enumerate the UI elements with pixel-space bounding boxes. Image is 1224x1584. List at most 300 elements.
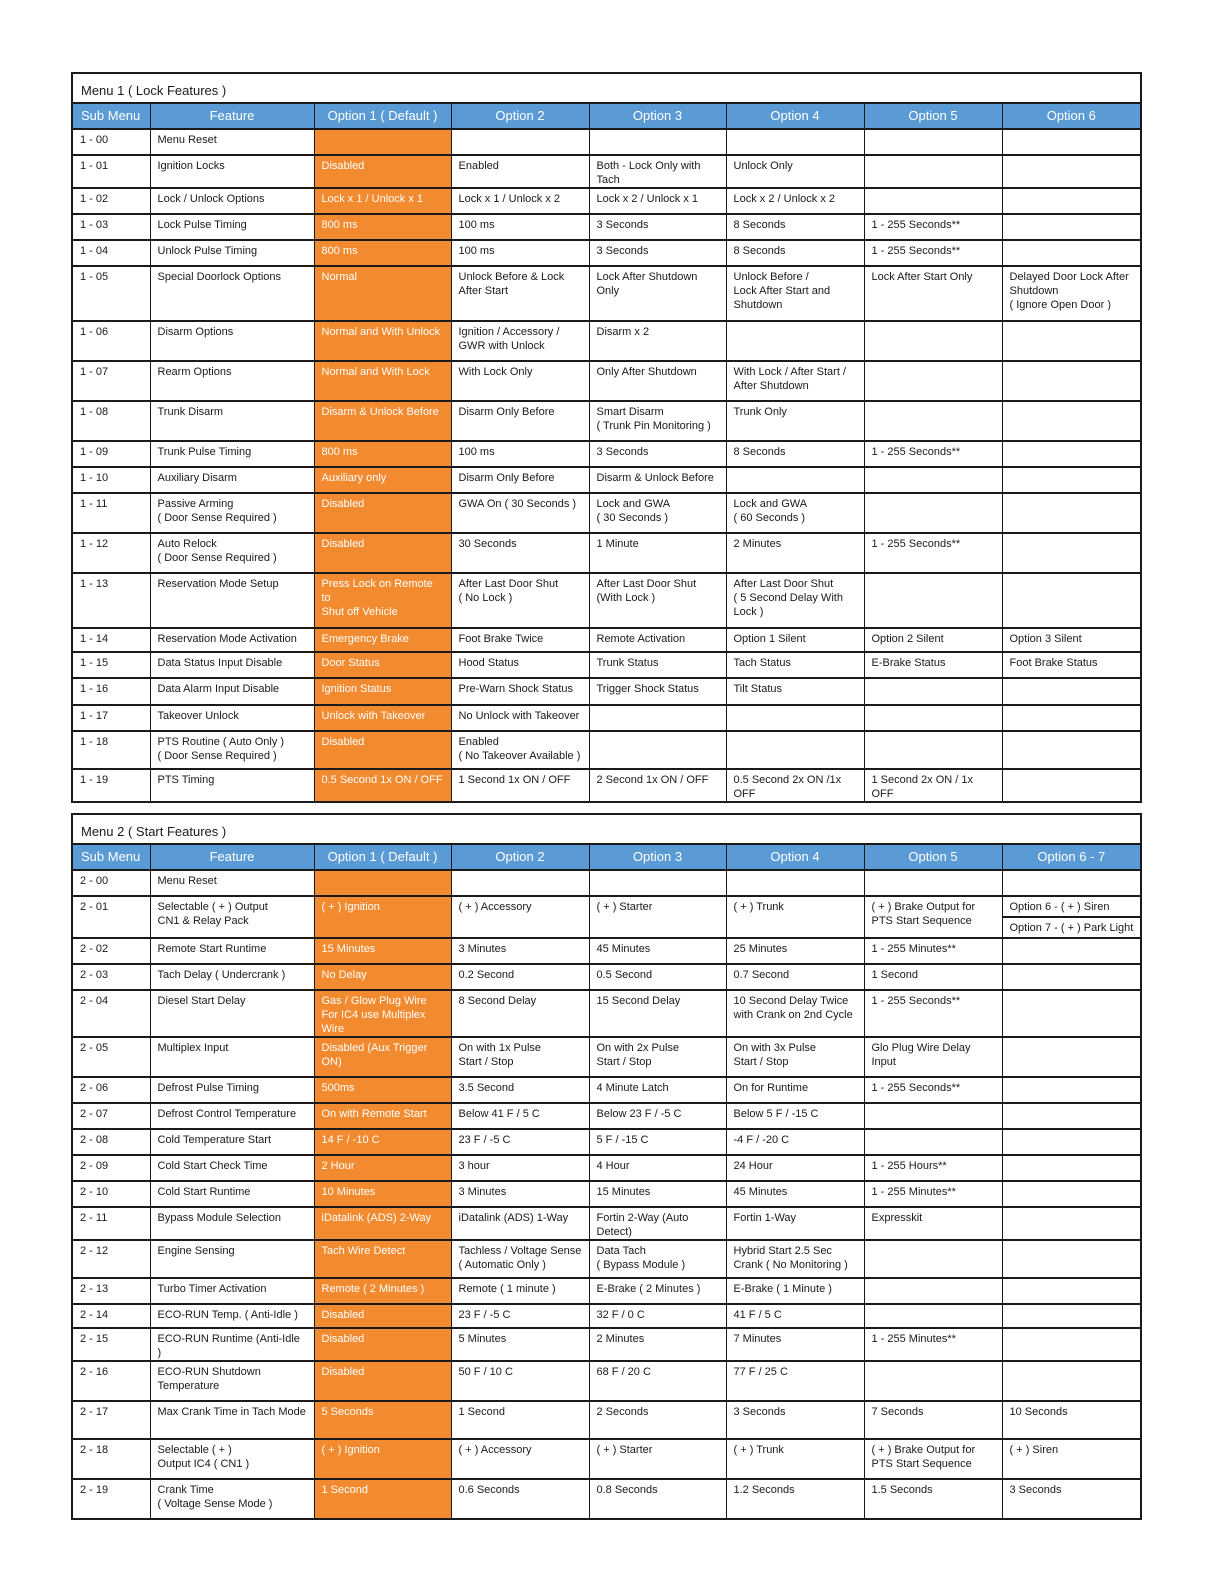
option-3-cell: Disarm x 2 — [589, 321, 726, 361]
option-5-cell: 1 - 255 Hours** — [864, 1155, 1002, 1181]
feature-cell: Special Doorlock Options — [150, 266, 314, 321]
option-3-cell: After Last Door Shut (With Lock ) — [589, 573, 726, 628]
option-3-cell: Trunk Status — [589, 652, 726, 678]
feature-cell: Menu Reset — [150, 870, 314, 896]
sub-menu-cell: 1 - 19 — [72, 769, 150, 802]
sub-menu-cell: 2 - 09 — [72, 1155, 150, 1181]
feature-cell: Data Status Input Disable — [150, 652, 314, 678]
feature-cell: Auxiliary Disarm — [150, 467, 314, 493]
feature-cell: Remote Start Runtime — [150, 938, 314, 964]
option-3-cell: 15 Minutes — [589, 1181, 726, 1207]
feature-cell: Turbo Timer Activation — [150, 1278, 314, 1304]
option-6-cell — [1002, 870, 1141, 896]
option-6-cell: 10 Seconds — [1002, 1401, 1141, 1439]
option-4-cell: Lock and GWA ( 60 Seconds ) — [726, 493, 864, 533]
option-1-cell: Disabled (Aux Trigger ON) — [314, 1037, 451, 1077]
feature-cell: ECO-RUN Runtime (Anti-Idle ) — [150, 1328, 314, 1361]
table-row — [72, 441, 1141, 467]
option-1-cell: ( + ) Ignition — [314, 896, 451, 938]
option-1-cell: On with Remote Start — [314, 1103, 451, 1129]
option-4-cell — [726, 467, 864, 493]
sub-menu-cell: 2 - 15 — [72, 1328, 150, 1361]
option-3-cell: ( + ) Starter — [589, 896, 726, 938]
option-3-cell: 15 Second Delay — [589, 990, 726, 1037]
sub-menu-cell: 1 - 14 — [72, 628, 150, 652]
sub-menu-cell: 2 - 13 — [72, 1278, 150, 1304]
option-3-cell: On with 2x Pulse Start / Stop — [589, 1037, 726, 1077]
table-row — [72, 266, 1141, 321]
sub-menu-header: Sub Menu — [72, 103, 150, 129]
option-2-cell: Ignition / Accessory / GWR with Unlock — [451, 321, 589, 361]
table-row — [72, 964, 1141, 990]
option-4-cell — [726, 705, 864, 731]
option-1-cell: 14 F / -10 C — [314, 1129, 451, 1155]
sub-menu-cell: 1 - 00 — [72, 129, 150, 155]
feature-cell: Passive Arming ( Door Sense Required ) — [150, 493, 314, 533]
option-2-cell: 3 Minutes — [451, 1181, 589, 1207]
option-1-cell: 15 Minutes — [314, 938, 451, 964]
option-4-cell: 1.2 Seconds — [726, 1479, 864, 1519]
option-2-cell: 0.6 Seconds — [451, 1479, 589, 1519]
option-1-cell: Ignition Status — [314, 678, 451, 705]
option-6-cell — [1002, 533, 1141, 573]
option-5-cell — [864, 870, 1002, 896]
option-4-cell: 77 F / 25 C — [726, 1361, 864, 1401]
option-6-cell — [1002, 214, 1141, 240]
option-1-cell: iDatalink (ADS) 2-Way — [314, 1207, 451, 1240]
option-6-cell — [1002, 705, 1141, 731]
option-2-cell: 30 Seconds — [451, 533, 589, 573]
option-4-cell — [726, 321, 864, 361]
table-row — [72, 533, 1141, 573]
option-1-cell: No Delay — [314, 964, 451, 990]
sub-menu-cell: 1 - 06 — [72, 321, 150, 361]
feature-cell: Auto Relock ( Door Sense Required ) — [150, 533, 314, 573]
sub-menu-cell: 1 - 02 — [72, 188, 150, 214]
feature-cell: Data Alarm Input Disable — [150, 678, 314, 705]
option-2-cell: 23 F / -5 C — [451, 1304, 589, 1328]
feature-cell: ECO-RUN Shutdown Temperature — [150, 1361, 314, 1401]
option-6-cell — [1002, 1240, 1141, 1278]
option-5-cell: 1 - 255 Seconds** — [864, 240, 1002, 266]
feature-cell: Unlock Pulse Timing — [150, 240, 314, 266]
option-3-cell: 1 Minute — [589, 533, 726, 573]
option-6-cell — [1002, 1037, 1141, 1077]
feature-cell: PTS Routine ( Auto Only ) ( Door Sense Required ) — [150, 731, 314, 769]
option-5-cell: ( + ) Brake Output for PTS Start Sequence — [864, 896, 1002, 938]
option-5-cell: Option 2 Silent — [864, 628, 1002, 652]
option-1-cell: 1 Second — [314, 1479, 451, 1519]
menu-2-table — [71, 813, 1142, 1520]
option-5-cell: 1 - 255 Seconds** — [864, 214, 1002, 240]
table-row — [72, 361, 1141, 401]
option-3-cell: Lock and GWA ( 30 Seconds ) — [589, 493, 726, 533]
option-3-cell: 0.8 Seconds — [589, 1479, 726, 1519]
option-1-cell: 800 ms — [314, 214, 451, 240]
table-row — [72, 1278, 1141, 1304]
option-4-cell: 0.7 Second — [726, 964, 864, 990]
menu-title-row — [72, 814, 1141, 844]
feature-cell: Selectable ( + ) Output CN1 & Relay Pack — [150, 896, 314, 938]
sub-menu-cell: 2 - 11 — [72, 1207, 150, 1240]
option-1-cell: Disabled — [314, 493, 451, 533]
table-row — [72, 678, 1141, 705]
option-3-cell: Fortin 2-Way (Auto Detect) — [589, 1207, 726, 1240]
option-6-cell — [1002, 401, 1141, 441]
option-4-cell: Below 5 F / -15 C — [726, 1103, 864, 1129]
option-3-cell: 5 F / -15 C — [589, 1129, 726, 1155]
option-6-cell: Option 3 Silent — [1002, 628, 1141, 652]
option-5-cell — [864, 129, 1002, 155]
option-3-cell: Disarm & Unlock Before — [589, 467, 726, 493]
feature-cell: Cold Temperature Start — [150, 1129, 314, 1155]
option-1-cell: ( + ) Ignition — [314, 1439, 451, 1479]
option-6-cell — [1002, 938, 1141, 964]
option-5-cell: 1.5 Seconds — [864, 1479, 1002, 1519]
feature-cell: PTS Timing — [150, 769, 314, 802]
option-2-cell: Enabled ( No Takeover Available ) — [451, 731, 589, 769]
option-2-cell — [451, 870, 589, 896]
sub-menu-cell: 1 - 15 — [72, 652, 150, 678]
table-row — [72, 155, 1141, 188]
table-row — [72, 573, 1141, 628]
option-1-cell: Disabled — [314, 1328, 451, 1361]
option-1-cell: Door Status — [314, 652, 451, 678]
option-6-cell — [1002, 441, 1141, 467]
option-3-cell: Lock After Shutdown Only — [589, 266, 726, 321]
option-4-cell: Hybrid Start 2.5 Sec Crank ( No Monitoring ) — [726, 1240, 864, 1278]
sub-menu-cell: 2 - 04 — [72, 990, 150, 1037]
option-4-cell: Tach Status — [726, 652, 864, 678]
option-4-cell: 25 Minutes — [726, 938, 864, 964]
option-1-cell: Normal and With Unlock — [314, 321, 451, 361]
sub-menu-cell: 1 - 10 — [72, 467, 150, 493]
option-3-cell: Remote Activation — [589, 628, 726, 652]
option-2-cell: Remote ( 1 minute ) — [451, 1278, 589, 1304]
option-6-cell — [1002, 1328, 1141, 1361]
sub-menu-cell: 1 - 18 — [72, 731, 150, 769]
sub-menu-cell: 2 - 17 — [72, 1401, 150, 1439]
feature-cell: Disarm Options — [150, 321, 314, 361]
table-row — [72, 1361, 1141, 1401]
sub-menu-cell: 2 - 07 — [72, 1103, 150, 1129]
option-1-cell: Tach Wire Detect — [314, 1240, 451, 1278]
table-row — [72, 1207, 1141, 1240]
feature-cell: Cold Start Runtime — [150, 1181, 314, 1207]
option-6-cell — [1002, 1361, 1141, 1401]
option-2-cell: Pre-Warn Shock Status — [451, 678, 589, 705]
option-6-cell — [1002, 678, 1141, 705]
option-6-cell — [1002, 769, 1141, 802]
option-2-cell: Enabled — [451, 155, 589, 188]
column-header-row — [72, 103, 1141, 129]
option-5-cell: ( + ) Brake Output for PTS Start Sequence — [864, 1439, 1002, 1479]
option-5-cell — [864, 1129, 1002, 1155]
option-1-cell: 2 Hour — [314, 1155, 451, 1181]
option-3-cell: 2 Minutes — [589, 1328, 726, 1361]
feature-cell: Rearm Options — [150, 361, 314, 401]
option-3-cell — [589, 731, 726, 769]
option-4-cell — [726, 870, 864, 896]
option-2-cell: 3 hour — [451, 1155, 589, 1181]
option-4-cell: On for Runtime — [726, 1077, 864, 1103]
option-3-cell: 3 Seconds — [589, 214, 726, 240]
option-2-cell: On with 1x Pulse Start / Stop — [451, 1037, 589, 1077]
feature-cell: Lock / Unlock Options — [150, 188, 314, 214]
option-5-header: Option 5 — [864, 103, 1002, 129]
option-4-cell: ( + ) Trunk — [726, 896, 864, 938]
option-6-cell — [1002, 573, 1141, 628]
option-4-cell: ( + ) Trunk — [726, 1439, 864, 1479]
feature-cell: Ignition Locks — [150, 155, 314, 188]
feature-cell: Diesel Start Delay — [150, 990, 314, 1037]
option-1-cell: Unlock with Takeover — [314, 705, 451, 731]
option-2-cell: 100 ms — [451, 214, 589, 240]
option-6-cell — [1002, 1155, 1141, 1181]
option-2-cell: GWA On ( 30 Seconds ) — [451, 493, 589, 533]
table-row — [72, 705, 1141, 731]
option-3-cell: 0.5 Second — [589, 964, 726, 990]
sub-menu-cell: 1 - 04 — [72, 240, 150, 266]
option-1-cell: Emergency Brake — [314, 628, 451, 652]
option-6-cell — [1002, 467, 1141, 493]
option-3-cell — [589, 129, 726, 155]
option-5-cell — [864, 321, 1002, 361]
option-4-cell: Trunk Only — [726, 401, 864, 441]
table-row — [72, 1401, 1141, 1439]
option-2-cell: Disarm Only Before — [451, 467, 589, 493]
table-row — [72, 652, 1141, 678]
sub-menu-cell: 2 - 08 — [72, 1129, 150, 1155]
option-3-cell: Smart Disarm ( Trunk Pin Monitoring ) — [589, 401, 726, 441]
feature-cell: Multiplex Input — [150, 1037, 314, 1077]
option-6-cell — [1002, 493, 1141, 533]
option-4-cell: 8 Seconds — [726, 240, 864, 266]
option-6-cell — [1002, 1304, 1141, 1328]
option-3-cell: 2 Second 1x ON / OFF — [589, 769, 726, 802]
option-2-cell: 8 Second Delay — [451, 990, 589, 1037]
sub-menu-cell: 2 - 16 — [72, 1361, 150, 1401]
option-1-header: Option 1 ( Default ) — [314, 103, 451, 129]
option-1-cell: 0.5 Second 1x ON / OFF — [314, 769, 451, 802]
sub-menu-cell: 1 - 08 — [72, 401, 150, 441]
sub-menu-header: Sub Menu — [72, 844, 150, 870]
option-2-cell: No Unlock with Takeover — [451, 705, 589, 731]
option-4-cell: Lock x 2 / Unlock x 2 — [726, 188, 864, 214]
sub-menu-cell: 1 - 03 — [72, 214, 150, 240]
option-1-cell: 5 Seconds — [314, 1401, 451, 1439]
table-row — [72, 188, 1141, 214]
table-row — [72, 240, 1141, 266]
option-6-cell — [1002, 1207, 1141, 1240]
option-6-cell: ( + ) Siren — [1002, 1439, 1141, 1479]
option-6-cell — [1002, 990, 1141, 1037]
sub-menu-cell: 1 - 09 — [72, 441, 150, 467]
table-row — [72, 870, 1141, 896]
sub-menu-cell: 2 - 14 — [72, 1304, 150, 1328]
option-5-cell: 7 Seconds — [864, 1401, 1002, 1439]
option-4-cell: Unlock Before / Lock After Start and Shutdown — [726, 266, 864, 321]
table-row — [72, 129, 1141, 155]
option-4-cell: 0.5 Second 2x ON /1x OFF — [726, 769, 864, 802]
feature-header: Feature — [150, 844, 314, 870]
feature-cell: Max Crank Time in Tach Mode — [150, 1401, 314, 1439]
feature-cell: Cold Start Check Time — [150, 1155, 314, 1181]
option-4-cell: 45 Minutes — [726, 1181, 864, 1207]
table-row — [72, 401, 1141, 441]
option-2-cell: 1 Second — [451, 1401, 589, 1439]
table-row — [72, 1129, 1141, 1155]
option-6-subcell: Option 6 - ( + ) Siren — [1009, 901, 1110, 913]
option-6-cell: Foot Brake Status — [1002, 652, 1141, 678]
option-1-cell: Gas / Glow Plug Wire For IC4 use Multiplex Wire — [314, 990, 451, 1037]
option-6-cell — [1002, 896, 1141, 938]
option-5-cell — [864, 1240, 1002, 1278]
option-4-cell: -4 F / -20 C — [726, 1129, 864, 1155]
table-row — [72, 321, 1141, 361]
option-1-cell: Disabled — [314, 533, 451, 573]
option-2-cell: 3 Minutes — [451, 938, 589, 964]
sub-menu-cell: 2 - 02 — [72, 938, 150, 964]
sub-menu-cell: 2 - 19 — [72, 1479, 150, 1519]
option-3-cell: Only After Shutdown — [589, 361, 726, 401]
feature-cell: Trunk Disarm — [150, 401, 314, 441]
option-5-cell — [864, 731, 1002, 769]
sub-menu-cell: 2 - 06 — [72, 1077, 150, 1103]
option-6-header: Option 6 - 7 — [1002, 844, 1141, 870]
option-6-cell — [1002, 188, 1141, 214]
sub-menu-cell: 1 - 13 — [72, 573, 150, 628]
option-4-cell: On with 3x Pulse Start / Stop — [726, 1037, 864, 1077]
option-5-cell — [864, 705, 1002, 731]
option-2-cell: iDatalink (ADS) 1-Way — [451, 1207, 589, 1240]
option-5-cell: 1 - 255 Seconds** — [864, 1077, 1002, 1103]
feature-cell: Bypass Module Selection — [150, 1207, 314, 1240]
option-5-cell: 1 - 255 Minutes** — [864, 938, 1002, 964]
table-row — [72, 1328, 1141, 1361]
option-2-cell: Lock x 1 / Unlock x 2 — [451, 188, 589, 214]
option-1-cell: 800 ms — [314, 240, 451, 266]
option-2-cell: Disarm Only Before — [451, 401, 589, 441]
feature-cell: Engine Sensing — [150, 1240, 314, 1278]
option-2-cell: After Last Door Shut ( No Lock ) — [451, 573, 589, 628]
option-1-cell: Disabled — [314, 731, 451, 769]
option-1-cell: Auxiliary only — [314, 467, 451, 493]
option-2-cell: 3.5 Second — [451, 1077, 589, 1103]
option-1-cell: Disabled — [314, 155, 451, 188]
sub-menu-cell: 2 - 12 — [72, 1240, 150, 1278]
sub-menu-cell: 2 - 10 — [72, 1181, 150, 1207]
option-3-cell: E-Brake ( 2 Minutes ) — [589, 1278, 726, 1304]
option-4-cell: 41 F / 5 C — [726, 1304, 864, 1328]
menu-1-table — [71, 72, 1142, 803]
option-1-cell: Remote ( 2 Minutes ) — [314, 1278, 451, 1304]
option-2-cell: 100 ms — [451, 441, 589, 467]
option-6-cell — [1002, 964, 1141, 990]
option-5-cell: Glo Plug Wire Delay Input — [864, 1037, 1002, 1077]
option-5-cell — [864, 1103, 1002, 1129]
option-5-cell: 1 Second 2x ON / 1x OFF — [864, 769, 1002, 802]
option-6-cell — [1002, 731, 1141, 769]
option-3-cell: 4 Hour — [589, 1155, 726, 1181]
option-2-cell: Foot Brake Twice — [451, 628, 589, 652]
table-row — [72, 1181, 1141, 1207]
option-4-cell — [726, 731, 864, 769]
option-5-cell — [864, 1304, 1002, 1328]
option-4-cell: 10 Second Delay Twice with Crank on 2nd Cycle — [726, 990, 864, 1037]
option-1-cell: Disabled — [314, 1361, 451, 1401]
table-row — [72, 938, 1141, 964]
option-3-cell: 68 F / 20 C — [589, 1361, 726, 1401]
table-row — [72, 1439, 1141, 1479]
option-2-cell: Hood Status — [451, 652, 589, 678]
feature-cell: Lock Pulse Timing — [150, 214, 314, 240]
option-3-header: Option 3 — [589, 844, 726, 870]
sub-menu-cell: 1 - 17 — [72, 705, 150, 731]
option-2-cell: 100 ms — [451, 240, 589, 266]
option-4-cell: 8 Seconds — [726, 214, 864, 240]
option-4-cell: Fortin 1-Way — [726, 1207, 864, 1240]
option-4-cell: 2 Minutes — [726, 533, 864, 573]
option-5-cell: Lock After Start Only — [864, 266, 1002, 321]
option-5-cell: 1 - 255 Minutes** — [864, 1328, 1002, 1361]
sub-menu-cell: 1 - 11 — [72, 493, 150, 533]
option-5-cell — [864, 1278, 1002, 1304]
option-1-cell: Lock x 1 / Unlock x 1 — [314, 188, 451, 214]
option-3-cell: 3 Seconds — [589, 240, 726, 266]
option-3-cell: Trigger Shock Status — [589, 678, 726, 705]
feature-cell: Defrost Pulse Timing — [150, 1077, 314, 1103]
option-4-cell: 8 Seconds — [726, 441, 864, 467]
sub-menu-cell: 2 - 05 — [72, 1037, 150, 1077]
option-1-cell: Disabled — [314, 1304, 451, 1328]
table-row — [72, 769, 1141, 802]
option-2-cell: Below 41 F / 5 C — [451, 1103, 589, 1129]
option-1-cell: Disarm & Unlock Before — [314, 401, 451, 441]
option-2-header: Option 2 — [451, 844, 589, 870]
option-6-cell — [1002, 1103, 1141, 1129]
sub-menu-cell: 1 - 07 — [72, 361, 150, 401]
option-3-cell: 3 Seconds — [589, 441, 726, 467]
feature-header: Feature — [150, 103, 314, 129]
option-3-cell — [589, 870, 726, 896]
option-5-cell: E-Brake Status — [864, 652, 1002, 678]
option-5-cell: Expresskit — [864, 1207, 1002, 1240]
option-4-cell: 3 Seconds — [726, 1401, 864, 1439]
option-5-cell — [864, 155, 1002, 188]
option-4-cell: Unlock Only — [726, 155, 864, 188]
option-6-cell — [1002, 1077, 1141, 1103]
option-4-cell: 7 Minutes — [726, 1328, 864, 1361]
option-6-cell — [1002, 1278, 1141, 1304]
sub-menu-cell: 2 - 00 — [72, 870, 150, 896]
option-3-cell: 32 F / 0 C — [589, 1304, 726, 1328]
option-5-cell: 1 - 255 Seconds** — [864, 441, 1002, 467]
option-3-cell: 4 Minute Latch — [589, 1077, 726, 1103]
table-row — [72, 1155, 1141, 1181]
feature-cell: Defrost Control Temperature — [150, 1103, 314, 1129]
table-row — [72, 896, 1141, 938]
feature-cell: Tach Delay ( Undercrank ) — [150, 964, 314, 990]
table-row — [72, 214, 1141, 240]
option-6-cell: Delayed Door Lock After Shutdown ( Ignore Open Door ) — [1002, 266, 1141, 321]
option-6-cell — [1002, 1129, 1141, 1155]
sub-menu-cell: 2 - 18 — [72, 1439, 150, 1479]
option-3-cell: 45 Minutes — [589, 938, 726, 964]
option-3-cell: Both - Lock Only with Tach — [589, 155, 726, 188]
option-1-cell: Normal — [314, 266, 451, 321]
option-2-cell: ( + ) Accessory — [451, 1439, 589, 1479]
